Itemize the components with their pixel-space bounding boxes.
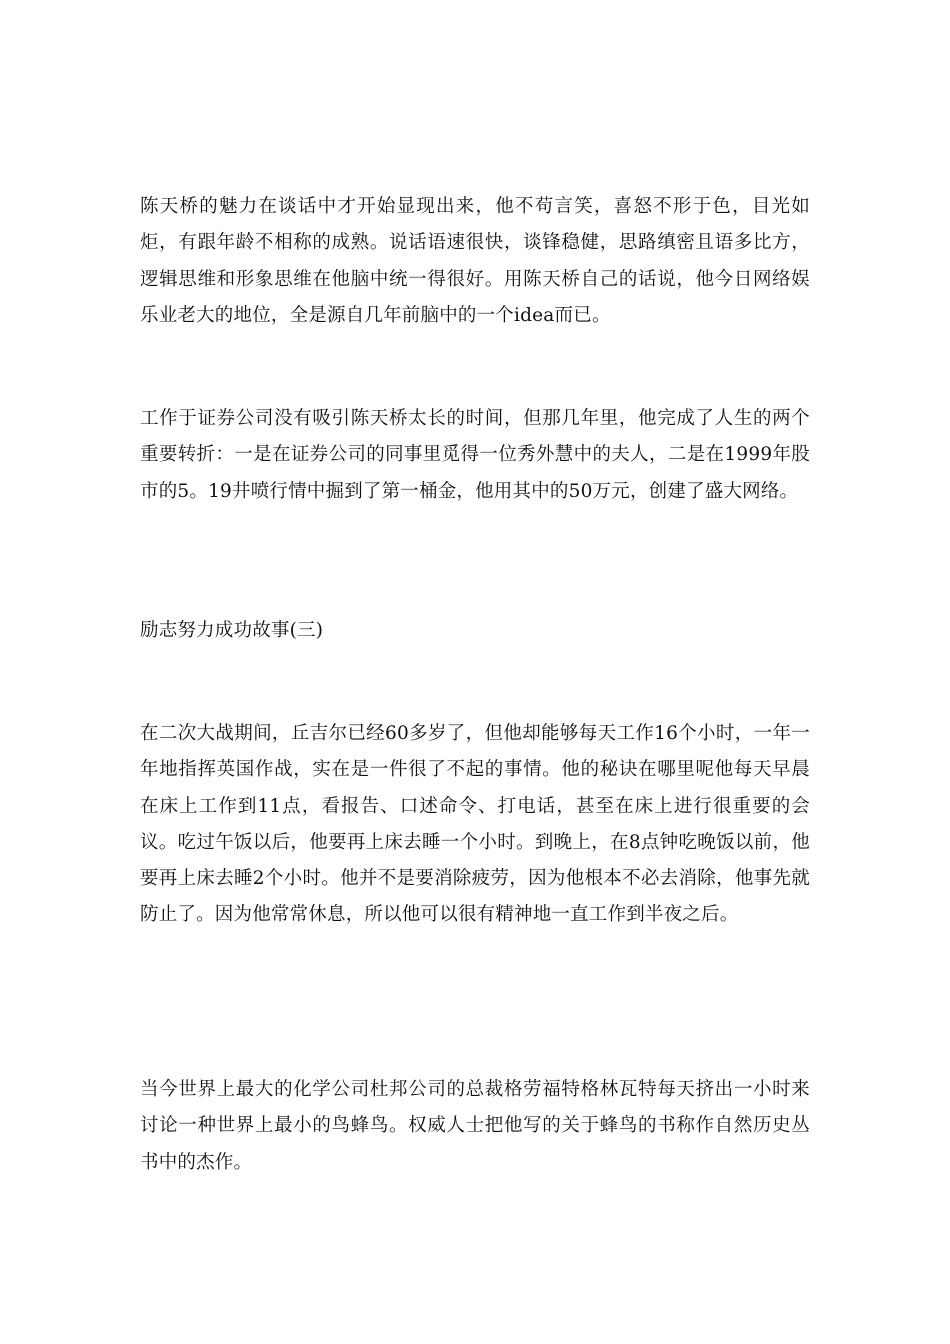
paragraph-churchill: 在二次大战期间，丘吉尔已经60多岁了，但他却能够每天工作16个小时，一年一年地指挥英国作战，实在是一件很了不起的事情。他的秘诀在哪里呢他每天早晨在床上工作到11点，看报告、口述命令、打电话，甚至在床上进行很重要的会议。吃过午饭以后，他要再上床去睡一个小时。到晚上，在8点钟吃晚饭以前，他要再上床去睡2个小时。他并不是要消除疲劳，因为他根本不必去消除，他事先就防止了。因为他常常休息，所以他可以很有精神地一直工作到半夜之后。 (140, 723, 810, 926)
section-heading: 励志努力成功故事(三) (140, 620, 324, 641)
paragraph-securities-company: 工作于证券公司没有吸引陈天桥太长的时间，但那几年里，他完成了人生的两个重要转折：一是在证券公司的同事里觅得一位秀外慧中的夫人，二是在1999年股市的5。19井喷行情中掘到了第一桶金，他用其中的50万元，创建了盛大网络。 (140, 408, 810, 502)
paragraph-chen-tianqiao-charm: 陈天桥的魅力在谈话中才开始显现出来，他不苟言笑，喜怒不形于色，目光如炬，有跟年龄不相称的成熟。说话语速很快，谈锋稳健，思路缜密且语多比方，逻辑思维和形象思维在他脑中统一得很好。用陈天桥自己的话说，他今日网络娱乐业老大的地位，全是源自几年前脑中的一个idea而已。 (140, 196, 810, 326)
paragraph-dupont-president: 当今世界上最大的化学公司杜邦公司的总裁格劳福特格林瓦特每天挤出一小时来讨论一种世界上最小的鸟蜂鸟。权威人士把他写的关于蜂鸟的书称作自然历史丛书中的杰作。 (140, 1079, 810, 1173)
